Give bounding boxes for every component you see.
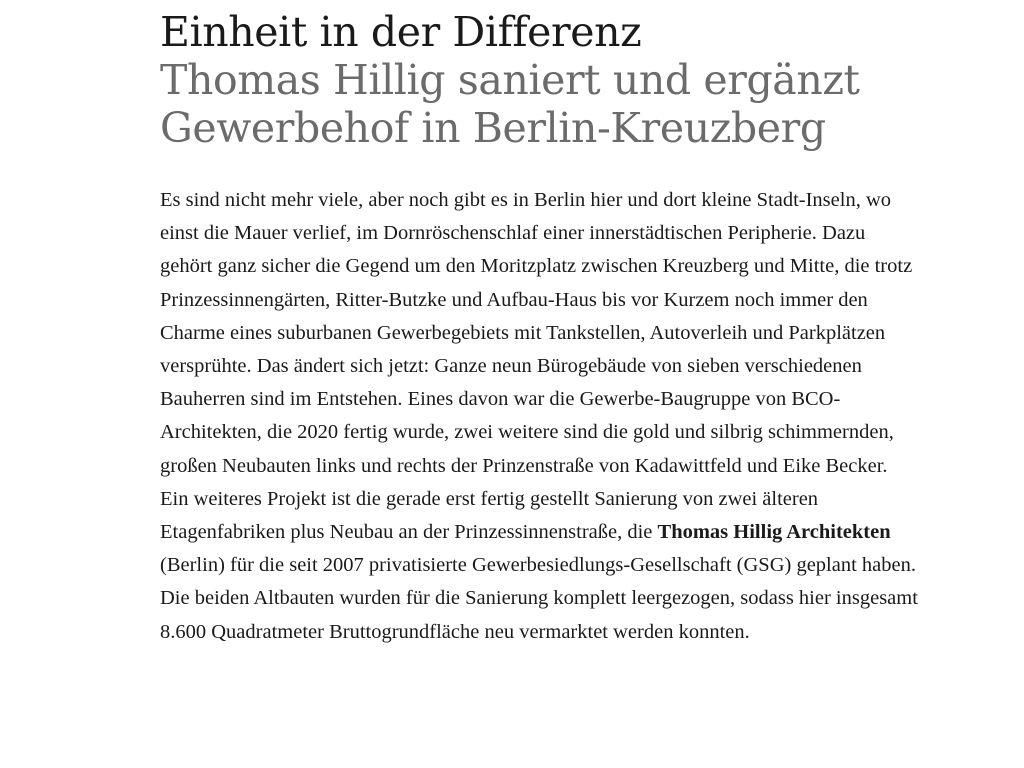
article-headline: Einheit in der Differenz — [160, 8, 642, 56]
body-text-part-1: Es sind nicht mehr viele, aber noch gibt es in Berlin hier und dort kleine Stadt-Inseln, wo einst die Mauer verlief, im Dornröschenschlaf einer innerstädtischen Peripherie. Dazu gehört ganz sicher die Gegend um den Moritzplatz zwischen Kreuzberg und Mitte, die trotz Prinzessinnengärten, Ritter-Butzke und Aufbau-Haus bis vor Kurzem noch immer den Charme eines suburbanen Gewerbegebiets mit Tankstellen, Autoverleih und Parkplätzen versprühte. Das ändert sich jetzt: Ganze neun Bürogebäude von sieben verschiedenen Bauherren sind im Entstehen. Eines davon war die Gewerbe-Baugruppe von BCO-Architekten, die 2020 fertig wurde, zwei weitere sind die gold und silbrig schimmernden, großen Neubauten links und rechts der Prinzenstraße von Kadawittfeld und Eike Becker. Ein weiteres Projekt ist die gerade erst fertig gestellt Sanierung von zwei älteren Etagenfabriken plus Neubau an der Prinzessinnenstraße, die — [160, 189, 913, 544]
body-text-part-2: (Berlin) für die seit 2007 privatisierte Gewerbesiedlungs-Gesellschaft (GSG) geplant haben. Die beiden Altbauten wurden für die Sanierung komplett leergezogen, sodass hier insgesamt 8.600 Quadratmeter Bruttogrundfläche neu vermarktet werden konnten. — [160, 554, 918, 643]
subheadline-line-1: Thomas Hillig saniert und ergänzt — [160, 56, 860, 104]
subheadline-line-2: Gewerbehof in Berlin-Kreuzberg — [160, 104, 826, 152]
article — [160, 8, 920, 649]
article-subheadline — [160, 56, 920, 152]
architect-name: Thomas Hillig Architekten — [657, 521, 891, 544]
article-body — [160, 184, 920, 649]
